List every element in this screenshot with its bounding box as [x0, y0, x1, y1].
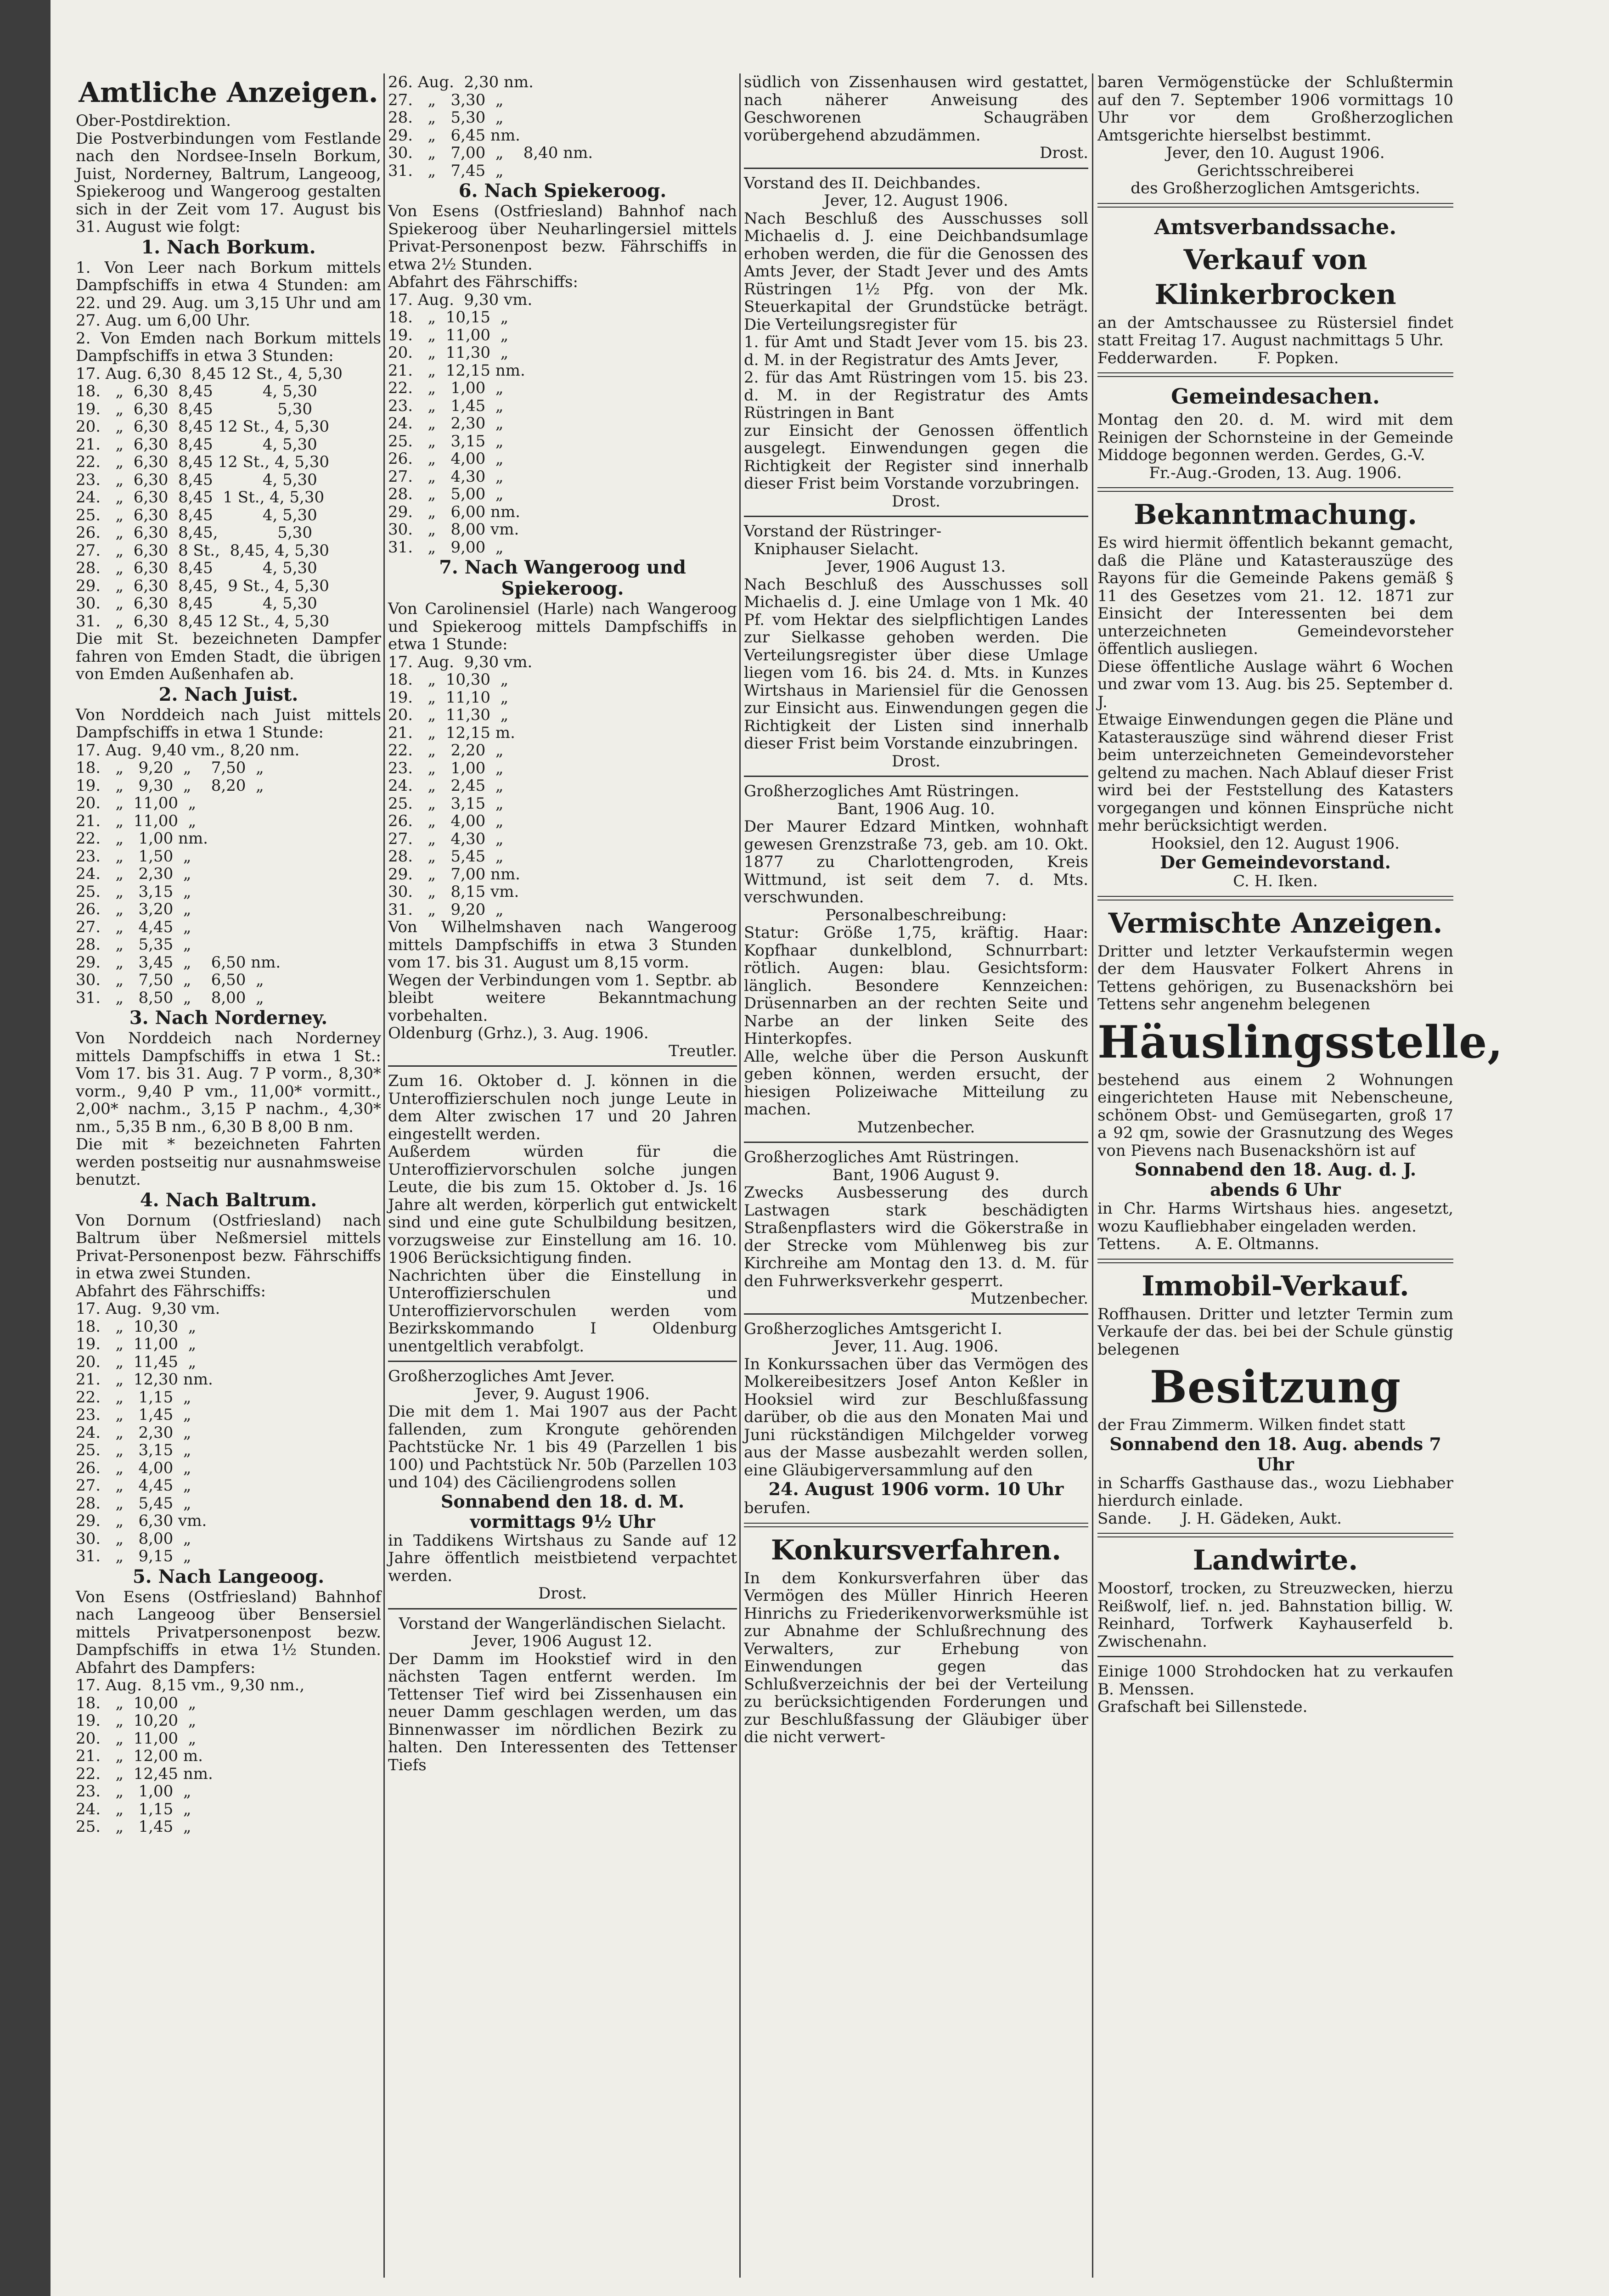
centered-line: Drost. — [538, 1584, 587, 1603]
paragraph: In dem Konkursverfahren über das Vermögen des Müller Hinrich Heeren Hinrichs zu Friederikenvorwerksmühle ist zur Abnahme der Schlußrechnung des Verwalters, zur Erhebung von Einwendungen gegen das Schlußverzeichnis der bei der Verteilung zu berücksichtigenden Forderungen und zur Beschlußfassung der Gläubiger über die nicht verwert- — [744, 1569, 1088, 1746]
text-line: 19. „ 6,30 8,45 5,30 — [76, 400, 312, 418]
centered-line: Jever, 1906 August 12. — [473, 1632, 653, 1650]
text-line: 23. „ 1,45 „ — [76, 1406, 191, 1424]
section-heading: Immobil-Verkauf. — [1142, 1270, 1409, 1302]
centered-line: Personalbeschreibung: — [825, 906, 1007, 924]
text-line: Großherzogliches Amt Rüstringen. — [744, 782, 1019, 800]
text-line: 27. „ 4,45 „ — [76, 917, 191, 936]
text-line: Vorstand des II. Deichbandes. — [744, 174, 981, 192]
paragraph: Der Damm im Hookstief wird in den nächsten Tagen entfernt werden. Im Tettenser Tief wird bei Zissenhausen ein neuer Damm geschlagen werden, um das Binnenwasser im nördlichen Bezirk zu halten. Den Interessenten des Tettenser Tiefs — [388, 1649, 737, 1774]
rule-line — [744, 1142, 1088, 1143]
column-4 — [1097, 73, 1503, 2282]
text-line: 22. „ 1,15 „ — [76, 1388, 191, 1407]
paragraph: Wegen der Verbindungen vom 1. Septbr. ab bleibt weitere Bekanntmachung vorbehalten. — [388, 971, 737, 1025]
binding-edge — [0, 0, 51, 2296]
text-line: 19. „ 11,10 „ — [388, 688, 509, 707]
paragraph: 2. Von Emden nach Borkum mittels Dampfschiffs in etwa 3 Stunden: — [76, 329, 381, 365]
centered-line: Drost. — [892, 752, 940, 771]
text-line: 29. „ 6,45 nm. — [388, 126, 520, 145]
paragraph: bestehend aus einem 2 Wohnungen eingerichteten Hause mit Nebenscheune, schönem Obst- und Gemüsegarten, groß 17 a 92 qm, sowie der Grasnutzung des Weges von Pievens nach Busenackshörn ist auf — [1097, 1070, 1453, 1160]
text-line: 30. „ 8,00 vm. — [388, 520, 519, 539]
text-line: 20. „ 11,00 „ — [76, 1729, 197, 1748]
text-line: 25. „ 3,15 „ — [388, 794, 504, 813]
paragraph: in Taddikens Wirtshaus zu Sande auf 12 Jahre öffentlich meistbietend verpachtet werden. — [388, 1531, 737, 1585]
text-line: 18. „ 10,00 „ — [76, 1694, 197, 1712]
paragraph: südlich von Zissenhausen wird gestattet, nach näherer Anweisung des Geschworenen Schaugräben vorübergehend abzudämmen. — [744, 73, 1088, 145]
text-line: 18. „ 10,15 „ — [388, 308, 509, 326]
text-line: 21. „ 6,30 8,45 4, 5,30 — [76, 435, 317, 454]
paragraph: 1. für Amt und Stadt Jever vom 15. bis 23. d. M. in der Registratur des Amts Jever, — [744, 333, 1088, 369]
text-line: 22. „ 12,45 nm. — [76, 1764, 213, 1783]
section-heading: Verkauf von Klinkerbrocken — [1154, 243, 1396, 311]
text-line: 26. „ 6,30 8,45, 5,30 — [76, 523, 312, 542]
section-number-heading: 4. Nach Baltrum. — [140, 1189, 317, 1211]
text-line: 21. „ 12,15 m. — [388, 723, 515, 742]
paragraph: Nachrichten über die Einstellung in Unteroffizierschulen und Unteroffiziervorschulen werden vom Bezirkskommando I Oldenburg unentgeltlich verabfolgt. — [388, 1266, 737, 1356]
text-line: 23. „ 6,30 8,45 4, 5,30 — [76, 470, 317, 489]
section-heading: Vermischte Anzeigen. — [1108, 907, 1443, 940]
text-line: 20. „ 11,30 „ — [388, 343, 509, 362]
text-line: 31. „ 8,50 „ 8,00 „ — [76, 988, 264, 1007]
text-line: 23. „ 1,45 „ — [388, 396, 504, 415]
column-1 — [76, 73, 381, 2282]
text-line: 26. Aug. 2,30 nm. — [388, 73, 534, 91]
text-line: 17. Aug. 9,30 vm. — [76, 1300, 220, 1318]
paragraph: Die mit St. bezeichneten Dampfer fahren von Emden Stadt, die übrigen von Emden Außenhafen ab. — [76, 630, 381, 683]
text-line: 24. „ 2,30 „ — [76, 865, 191, 883]
centered-line: Bant, 1906 Aug. 10. — [837, 799, 995, 818]
section-heading: Konkursverfahren. — [771, 1534, 1062, 1566]
text-line: 27. „ 4,30 „ — [388, 829, 504, 848]
paragraph: Abfahrt des Fährschiffs: — [388, 273, 578, 291]
text-line: 21. „ 12,30 nm. — [76, 1370, 213, 1389]
paragraph: Abfahrt des Fährschiffs: — [76, 1282, 266, 1300]
paragraph: Von Norddeich nach Juist mittels Dampfschiffs in etwa 1 Stunde: — [76, 705, 381, 742]
section-subheading: Amtsverbandssache. — [1154, 214, 1397, 239]
text-line: 29. „ 7,00 nm. — [388, 865, 520, 884]
text-line: 31. „ 9,15 „ — [76, 1547, 191, 1565]
text-line: 21. „ 12,15 nm. — [388, 361, 525, 380]
text-line: 17. Aug. 9,40 vm., 8,20 nm. — [76, 741, 300, 760]
text-line: 21. „ 11,00 „ — [76, 811, 197, 830]
paragraph: in Scharffs Gasthause das., wozu Liebhaber hierdurch einlade. — [1097, 1474, 1453, 1510]
paragraph: Von Norddeich nach Norderney mittels Dampfschiffs in etwa 1 St.: Vom 17. bis 31. Aug. 7 P vorm., 8,30* vorm., 9,40 P vm., 11,00* vormitt., 2,00* nachm., 3,15 P nachm., 4,30* nm., 5,35 B nm., 6,30 B 8,00 B nm. — [76, 1029, 381, 1136]
text-line: 29. „ 6,00 nm. — [388, 502, 520, 521]
column-rule — [739, 73, 741, 2278]
text-line: 19. „ 11,00 „ — [388, 326, 509, 344]
double-rule-line — [1097, 487, 1453, 492]
text-line: 23. „ 1,50 „ — [76, 847, 191, 866]
text-line: 24. „ 6,30 8,45 1 St., 4, 5,30 — [76, 488, 325, 506]
section-number-heading: 3. Nach Norderney. — [129, 1007, 328, 1029]
paragraph: 1. Von Leer nach Borkum mittels Dampfschiffs in etwa 4 Stunden: am 22. und 29. Aug. um 3,15 Uhr und am 27. Aug. um 6,00 Uhr. — [76, 258, 381, 330]
text-line: Grafschaft bei Sillenstede. — [1097, 1698, 1308, 1716]
centered-line: des Großherzoglichen Amtsgerichts. — [1131, 179, 1420, 197]
paragraph: 2. für das Amt Rüstringen vom 15. bis 23. d. M. in der Registratur des Amts Rüstringen in Bant — [744, 368, 1088, 422]
bold-date-line: Sonnabend den 18. d. M. vormittags 9½ Uhr — [440, 1491, 685, 1532]
bold-date-line: Sonnabend den 18. Aug. d. J. abends 6 Uhr — [1134, 1159, 1417, 1200]
text-line: 30. „ 8,00 „ — [76, 1529, 191, 1548]
text-line: 17. Aug. 9,30 vm. — [388, 653, 533, 671]
paragraph: Es wird hiermit öffentlich bekannt gemacht, daß die Pläne und Katasterauszüge des Rayons für die Gemeinde Pakens gemäß § 11 des Gesetzes vom 21. 12. 1871 zur Einsicht der Interessenten bei dem unterzeichneten Gemeindevorsteher öffentlich ausliegen. — [1097, 534, 1453, 658]
double-rule-line — [1097, 1533, 1453, 1537]
text-line: 29. „ 3,45 „ 6,50 nm. — [76, 953, 281, 972]
text-line: 27. „ 4,45 „ — [76, 1476, 191, 1495]
text-line: 27. „ 6,30 8 St., 8,45, 4, 5,30 — [76, 541, 329, 560]
text-line: 22. „ 2,20 „ — [388, 741, 504, 760]
rule-line — [1097, 1656, 1453, 1657]
paragraph: Montag den 20. d. M. wird mit dem Reinigen der Schornsteine in der Gemeinde Middoge begonnen werden. Gerdes, G.-V. — [1097, 411, 1453, 464]
column-2 — [388, 73, 737, 2282]
text-line: 23. „ 1,00 „ — [76, 1782, 191, 1801]
text-line: 24. „ 2,30 „ — [388, 414, 504, 433]
paragraph: Nach Beschluß des Ausschusses soll Michaelis d. J. eine Umlage von 1 Mk. 40 Pf. vom Hektar des sielpflichtigen Landes zur Sielkasse gehoben werden. Die Verteilungsregister über diese Umlage liegen vom 16. bis 24. d. Mts. in Kunzes Wirtshaus in Mariensiel für die Genossen zur Einsicht aus. Einwendungen gegen die Richtigkeit der Listen sind innerhalb dieser Frist beim Vorstande einzubringen. — [744, 575, 1088, 753]
paragraph: Einige 1000 Strohdocken hat zu verkaufen B. Menssen. — [1097, 1662, 1453, 1699]
double-rule-line — [744, 1523, 1088, 1527]
text-line: 31. „ 7,45 „ — [388, 161, 504, 180]
section-heading: Landwirte. — [1193, 1544, 1358, 1576]
rule-line — [388, 1065, 737, 1067]
paragraph: Von Wilhelmshaven nach Wangeroog mittels Dampfschiffs in etwa 3 Stunden vom 17. bis 31. August um 8,15 vorm. — [388, 918, 737, 972]
text-line: 26. „ 3,20 „ — [76, 900, 191, 918]
paragraph: Der Maurer Edzard Mintken, wohnhaft gewesen Grenzstraße 73, geb. am 10. Okt. 1877 zu Charlottengroden, Kreis Wittmund, ist seit dem 7. d. Mts. verschwunden. — [744, 817, 1088, 906]
paragraph: Statur: Größe 1,75, kräftig. Haar: Kopfhaar dunkelblond, Schnurrbart: rötlich. Augen: blau. Gesichtsform: länglich. Besondere Kennzeichen: Drüsennarben an der rechten Seite und Narbe an der linken Seite des Hinterkopfes. — [744, 923, 1088, 1048]
text-line: 22. „ 1,00 nm. — [76, 829, 208, 848]
paragraph: Außerdem würden für die Unteroffiziervorschulen solche jungen Leute, die bis zum 15. Oktober d. Js. 16 Jahre alt werden, körperlich gut entwickelt sind und eine gute Schulbildung besitzen, vorzugsweise zur Einstellung am 16. 10. 1906 Berücksichtigung finden. — [388, 1142, 737, 1267]
text-line: 24. „ 2,45 „ — [388, 777, 504, 795]
text-line: 17. Aug. 6,30 8,45 12 St., 4, 5,30 — [76, 364, 343, 383]
rule-line — [744, 1313, 1088, 1315]
text-line: 18. „ 10,30 „ — [76, 1317, 197, 1336]
display-heading: Häuslingsstelle, — [1097, 1016, 1503, 1068]
text-line: 21. „ 12,00 m. — [76, 1747, 203, 1765]
rule-line — [388, 1361, 737, 1362]
text-line: 26. „ 4,00 „ — [388, 450, 504, 468]
paragraph: Zum 16. Oktober d. J. können in die Unteroffizierschulen noch junge Leute in dem Alter zwischen 17 und 20 Jahren eingestellt werden. — [388, 1072, 737, 1143]
text-line: 29. „ 6,30 8,45, 9 St., 4, 5,30 — [76, 576, 329, 595]
paragraph: Die mit dem 1. Mai 1907 aus der Pacht fallenden, zum Krongute gehörenden Pachtstücke Nr. 1 bis 49 (Parzellen 1 bis 100) und Pachtstück Nr. 50b (Parzellen 103 und 104) des Cäciliengrodens sollen — [388, 1402, 737, 1491]
text-line: 27. „ 3,30 „ — [388, 90, 504, 109]
centered-line: Jever, 11. Aug. 1906. — [833, 1337, 999, 1356]
centered-line: Vorstand der Wangerländischen Sielacht. — [399, 1614, 726, 1633]
rule-line — [744, 168, 1088, 169]
section-number-heading: 2. Nach Juist. — [158, 683, 298, 705]
paragraph: Alle, welche über die Person Auskunft geben können, werden ersucht, der hiesigen Polizeiwache Mitteilung zu machen. — [744, 1047, 1088, 1119]
paragraph: in Chr. Harms Wirtshaus hies. angesetzt, wozu Kaufliebhaber eingeladen werden. — [1097, 1199, 1453, 1236]
column-3 — [744, 73, 1088, 2282]
text-line: Tettens. A. E. Oltmanns. — [1097, 1235, 1319, 1253]
text-line: Kniphauser Sielacht. — [744, 540, 919, 558]
centered-line: C. H. Iken. — [1233, 872, 1318, 890]
centered-line: Fr.-Aug.-Groden, 13. Aug. 1906. — [1149, 463, 1402, 482]
paragraph: Von Esens (Ostfriesland) Bahnhof nach Langeoog über Bensersiel mittels Privatpersonenpost bezw. Dampfschiffs in etwa 1½ Stunden. Abfahrt des Dampfers: — [76, 1587, 381, 1677]
text-line: 31. „ 9,00 „ — [388, 538, 504, 557]
text-line: 18. „ 6,30 8,45 4, 5,30 — [76, 382, 317, 400]
text-line: 17. Aug. 9,30 vm. — [388, 290, 533, 309]
text-line: 28. „ 5,35 „ — [76, 935, 191, 954]
section-number-heading: 7. Nach Wangeroog und Spiekeroog. — [439, 557, 686, 599]
paragraph: Diese öffentliche Auslage währt 6 Wochen und zwar vom 13. Aug. bis 25. September d. J. — [1097, 657, 1453, 711]
text-line: 28. „ 5,45 „ — [388, 847, 504, 866]
text-line: 31. „ 9,20 „ — [388, 900, 504, 919]
double-rule-line — [1097, 203, 1453, 208]
paragraph: Die mit * bezeichneten Fahrten werden postseitig nur ausnahmsweise benutzt. — [76, 1135, 381, 1189]
paragraph: Zwecks Ausbesserung des durch Lastwagen stark beschädigten Straßenpflasters wird die Gökerstraße in der Strecke vom Mühlenweg bis zur Kirchreihe am Montag den 13. d. M. für den Fuhrwerksverkehr gesperrt. — [744, 1183, 1088, 1290]
paragraph: Die Postverbindungen vom Festlande nach den Nordsee-Inseln Borkum, Juist, Norderney, Baltrum, Langeoog, Spiekeroog und Wangeroog gestalten sich in der Zeit vom 17. August bis 31. August wie folgt: — [76, 129, 381, 236]
text-line: Sande. J. H. Gädeken, Aukt. — [1097, 1509, 1342, 1528]
text-line: 22. „ 1,00 „ — [388, 379, 504, 397]
centered-line: Mutzenbecher. — [857, 1118, 975, 1137]
text-line: Oldenburg (Grhz.), 3. Aug. 1906. — [388, 1024, 649, 1042]
text-line: 30. „ 6,30 8,45 4, 5,30 — [76, 594, 317, 613]
paragraph: Etwaige Einwendungen gegen die Pläne und Katasterauszüge sind während dieser Frist beim unterzeichneten Gemeindevorsteher geltend zu machen. Nach Ablauf dieser Frist wird bei der Feststellung des Katasters vorgegangen und können Einsprüche nicht mehr berücksichtigt werden. — [1097, 710, 1453, 835]
centered-line: Jever, den 10. August 1906. — [1166, 144, 1385, 162]
centered-line: Jever, 12. August 1906. — [824, 191, 1008, 210]
paragraph: baren Vermögenstücke der Schlußtermin auf den 7. September 1906 vormittags 10 Uhr vor dem Großherzoglichen Amtsgerichte hierselbst bestimmt. — [1097, 73, 1453, 145]
double-rule-line — [1097, 1259, 1453, 1263]
text-line: 29. „ 6,30 vm. — [76, 1512, 207, 1530]
column-rule — [383, 73, 385, 2278]
text-line: 30. „ 8,15 vm. — [388, 883, 519, 901]
text-line: Großherzogliches Amtsgericht I. — [744, 1319, 1002, 1338]
column-rule — [1092, 73, 1093, 2278]
section-number-heading: 1. Nach Borkum. — [141, 236, 316, 258]
paragraph: der Frau Zimmerm. Wilken findet statt — [1097, 1416, 1406, 1434]
rule-line — [744, 776, 1088, 777]
text-line: Ober-Postdirektion. — [76, 112, 231, 130]
text-line: 19. „ 9,30 „ 8,20 „ — [76, 776, 264, 795]
section-heading: Bekanntmachung. — [1134, 499, 1417, 531]
signature-line: Drost. — [1040, 144, 1088, 162]
paragraph: zur Einsicht der Genossen öffentlich ausgelegt. Einwendungen gegen die Richtigkeit der Register sind innerhalb dieser Frist beim Vorstande vorzubringen. — [744, 421, 1088, 493]
text-line: 23. „ 1,00 „ — [388, 759, 504, 777]
text-line: 20. „ 11,30 „ — [388, 706, 509, 724]
text-line: berufen. — [744, 1499, 811, 1517]
text-line: 22. „ 6,30 8,45 12 St., 4, 5,30 — [76, 453, 329, 471]
rule-line — [744, 516, 1088, 517]
text-line: 17. Aug. 8,15 vm., 9,30 nm., — [76, 1676, 305, 1694]
bold-date-line: Der Gemeindevorstand. — [1160, 852, 1391, 872]
text-line: 28. „ 5,00 „ — [388, 485, 504, 503]
text-line: 26. „ 4,00 „ — [388, 812, 504, 830]
paragraph: Von Carolinensiel (Harle) nach Wangeroog und Spiekeroog mittels Dampfschiffs in etwa 1 Stunde: — [388, 600, 737, 653]
paragraph: Von Esens (Ostfriesland) Bahnhof nach Spiekeroog über Neuharlingersiel mittels Privat-Personenpost bezw. Fährschiffs in etwa 2½ Stunden. — [388, 202, 737, 274]
text-line: 24. „ 1,15 „ — [76, 1800, 191, 1818]
centered-line: Jever, 1906 August 13. — [826, 557, 1006, 576]
double-rule-line — [1097, 896, 1453, 900]
text-line: 24. „ 2,30 „ — [76, 1423, 191, 1442]
signature-line: Mutzenbecher. — [970, 1289, 1088, 1308]
paragraph: Moostorf, trocken, zu Streuzwecken, hierzu Reißwolf, lief. n. jed. Bahnstation billig. W. Reinhard, Torfwerk Kayhauserfeld b. Zwischenahn. — [1097, 1579, 1453, 1651]
text-line: 20. „ 11,00 „ — [76, 794, 197, 812]
paragraph: Dritter und letzter Verkaufstermin wegen der dem Hausvater Folkert Ahrens in Tettens gehörigen, zu Busenackshörn bei Tettens sehr angenehm belegenen — [1097, 942, 1453, 1013]
text-line: 19. „ 11,00 „ — [76, 1335, 197, 1353]
text-line: 19. „ 10,20 „ — [76, 1711, 197, 1730]
centered-line: Gerichtsschreiberei — [1197, 161, 1354, 180]
paragraph: Von Dornum (Ostfriesland) nach Baltrum über Neßmersiel mittels Privat-Personenpost bezw. Fährschiffs in etwa zwei Stunden. — [76, 1211, 381, 1283]
text-line: 28. „ 5,45 „ — [76, 1494, 191, 1513]
text-line: 31. „ 6,30 8,45 12 St., 4, 5,30 — [76, 612, 329, 630]
text-line: 20. „ 11,45 „ — [76, 1352, 197, 1371]
text-line: 25. „ 1,45 „ — [76, 1818, 191, 1836]
paragraph: Nach Beschluß des Ausschusses soll Michaelis d. J. eine Deichbandsumlage erhoben werden, die für die Genossen des Amts Jever, der Stadt Jever und des Amts Rüstringen 1½ Pfg. von der Mk. Steuerkapital der Grundstücke beträgt. Die Verteilungsregister für — [744, 209, 1088, 334]
text-line: 25. „ 6,30 8,45 4, 5,30 — [76, 506, 317, 524]
section-subheading: Gemeindesachen. — [1171, 384, 1380, 409]
text-line: 30. „ 7,50 „ 6,50 „ — [76, 971, 264, 989]
display-heading: Besitzung — [1149, 1361, 1401, 1413]
text-line: 18. „ 9,20 „ 7,50 „ — [76, 759, 264, 777]
bold-date-line: 24. August 1906 vorm. 10 Uhr — [768, 1479, 1064, 1499]
text-line: 25. „ 3,15 „ — [388, 432, 504, 450]
rule-line — [388, 1608, 737, 1609]
text-line: Großherzogliches Amt Rüstringen. — [744, 1148, 1019, 1166]
centered-line: Jever, 9. August 1906. — [475, 1384, 650, 1403]
text-line: 25. „ 3,15 „ — [76, 1441, 191, 1459]
section-number-heading: 5. Nach Langeoog. — [132, 1565, 325, 1587]
text-line: 27. „ 4,30 „ — [388, 467, 504, 486]
paragraph: Roffhausen. Dritter und letzter Termin zum Verkaufe der das. bei bei der Schule günstig belegenen — [1097, 1305, 1453, 1359]
text-line: 30. „ 7,00 „ 8,40 nm. — [388, 144, 593, 162]
centered-line: Bant, 1906 August 9. — [832, 1165, 1000, 1184]
paragraph: an der Amtschaussee zu Rüstersiel findet statt Freitag 17. August nachmittags 5 Uhr. — [1097, 313, 1453, 349]
text-line: 26. „ 4,00 „ — [76, 1458, 191, 1477]
double-rule-line — [1097, 372, 1453, 377]
text-line: 18. „ 10,30 „ — [388, 670, 509, 689]
paragraph: In Konkurssachen über das Vermögen des Molkereibesitzers Josef Anton Keßler in Hooksiel wird zur Beschlußfassung darüber, ob die aus den Monaten Mai und Juni rückständigen Milchgelder vorweg aus der Masse ausbezahlt werden sollen, eine Gläubigerversammlung auf den — [744, 1355, 1088, 1480]
section-heading: Amtliche Anzeigen. — [79, 77, 378, 109]
section-number-heading: 6. Nach Spiekeroog. — [458, 180, 667, 202]
text-line: Fedderwarden. F. Popken. — [1097, 349, 1339, 367]
signature-line: Treutler. — [669, 1041, 737, 1060]
text-line: Großherzogliches Amt Jever. — [388, 1367, 615, 1385]
text-line: 25. „ 3,15 „ — [76, 882, 191, 901]
text-line: Vorstand der Rüstringer- — [744, 522, 942, 540]
centered-line: Drost. — [892, 492, 940, 511]
text-line: 20. „ 6,30 8,45 12 St., 4, 5,30 — [76, 417, 329, 436]
bold-date-line: Sonnabend den 18. Aug. abends 7 Uhr — [1109, 1433, 1441, 1474]
centered-line: Hooksiel, den 12. August 1906. — [1151, 834, 1400, 853]
text-line: 28. „ 6,30 8,45 4, 5,30 — [76, 559, 317, 577]
text-line: 28. „ 5,30 „ — [388, 108, 504, 127]
